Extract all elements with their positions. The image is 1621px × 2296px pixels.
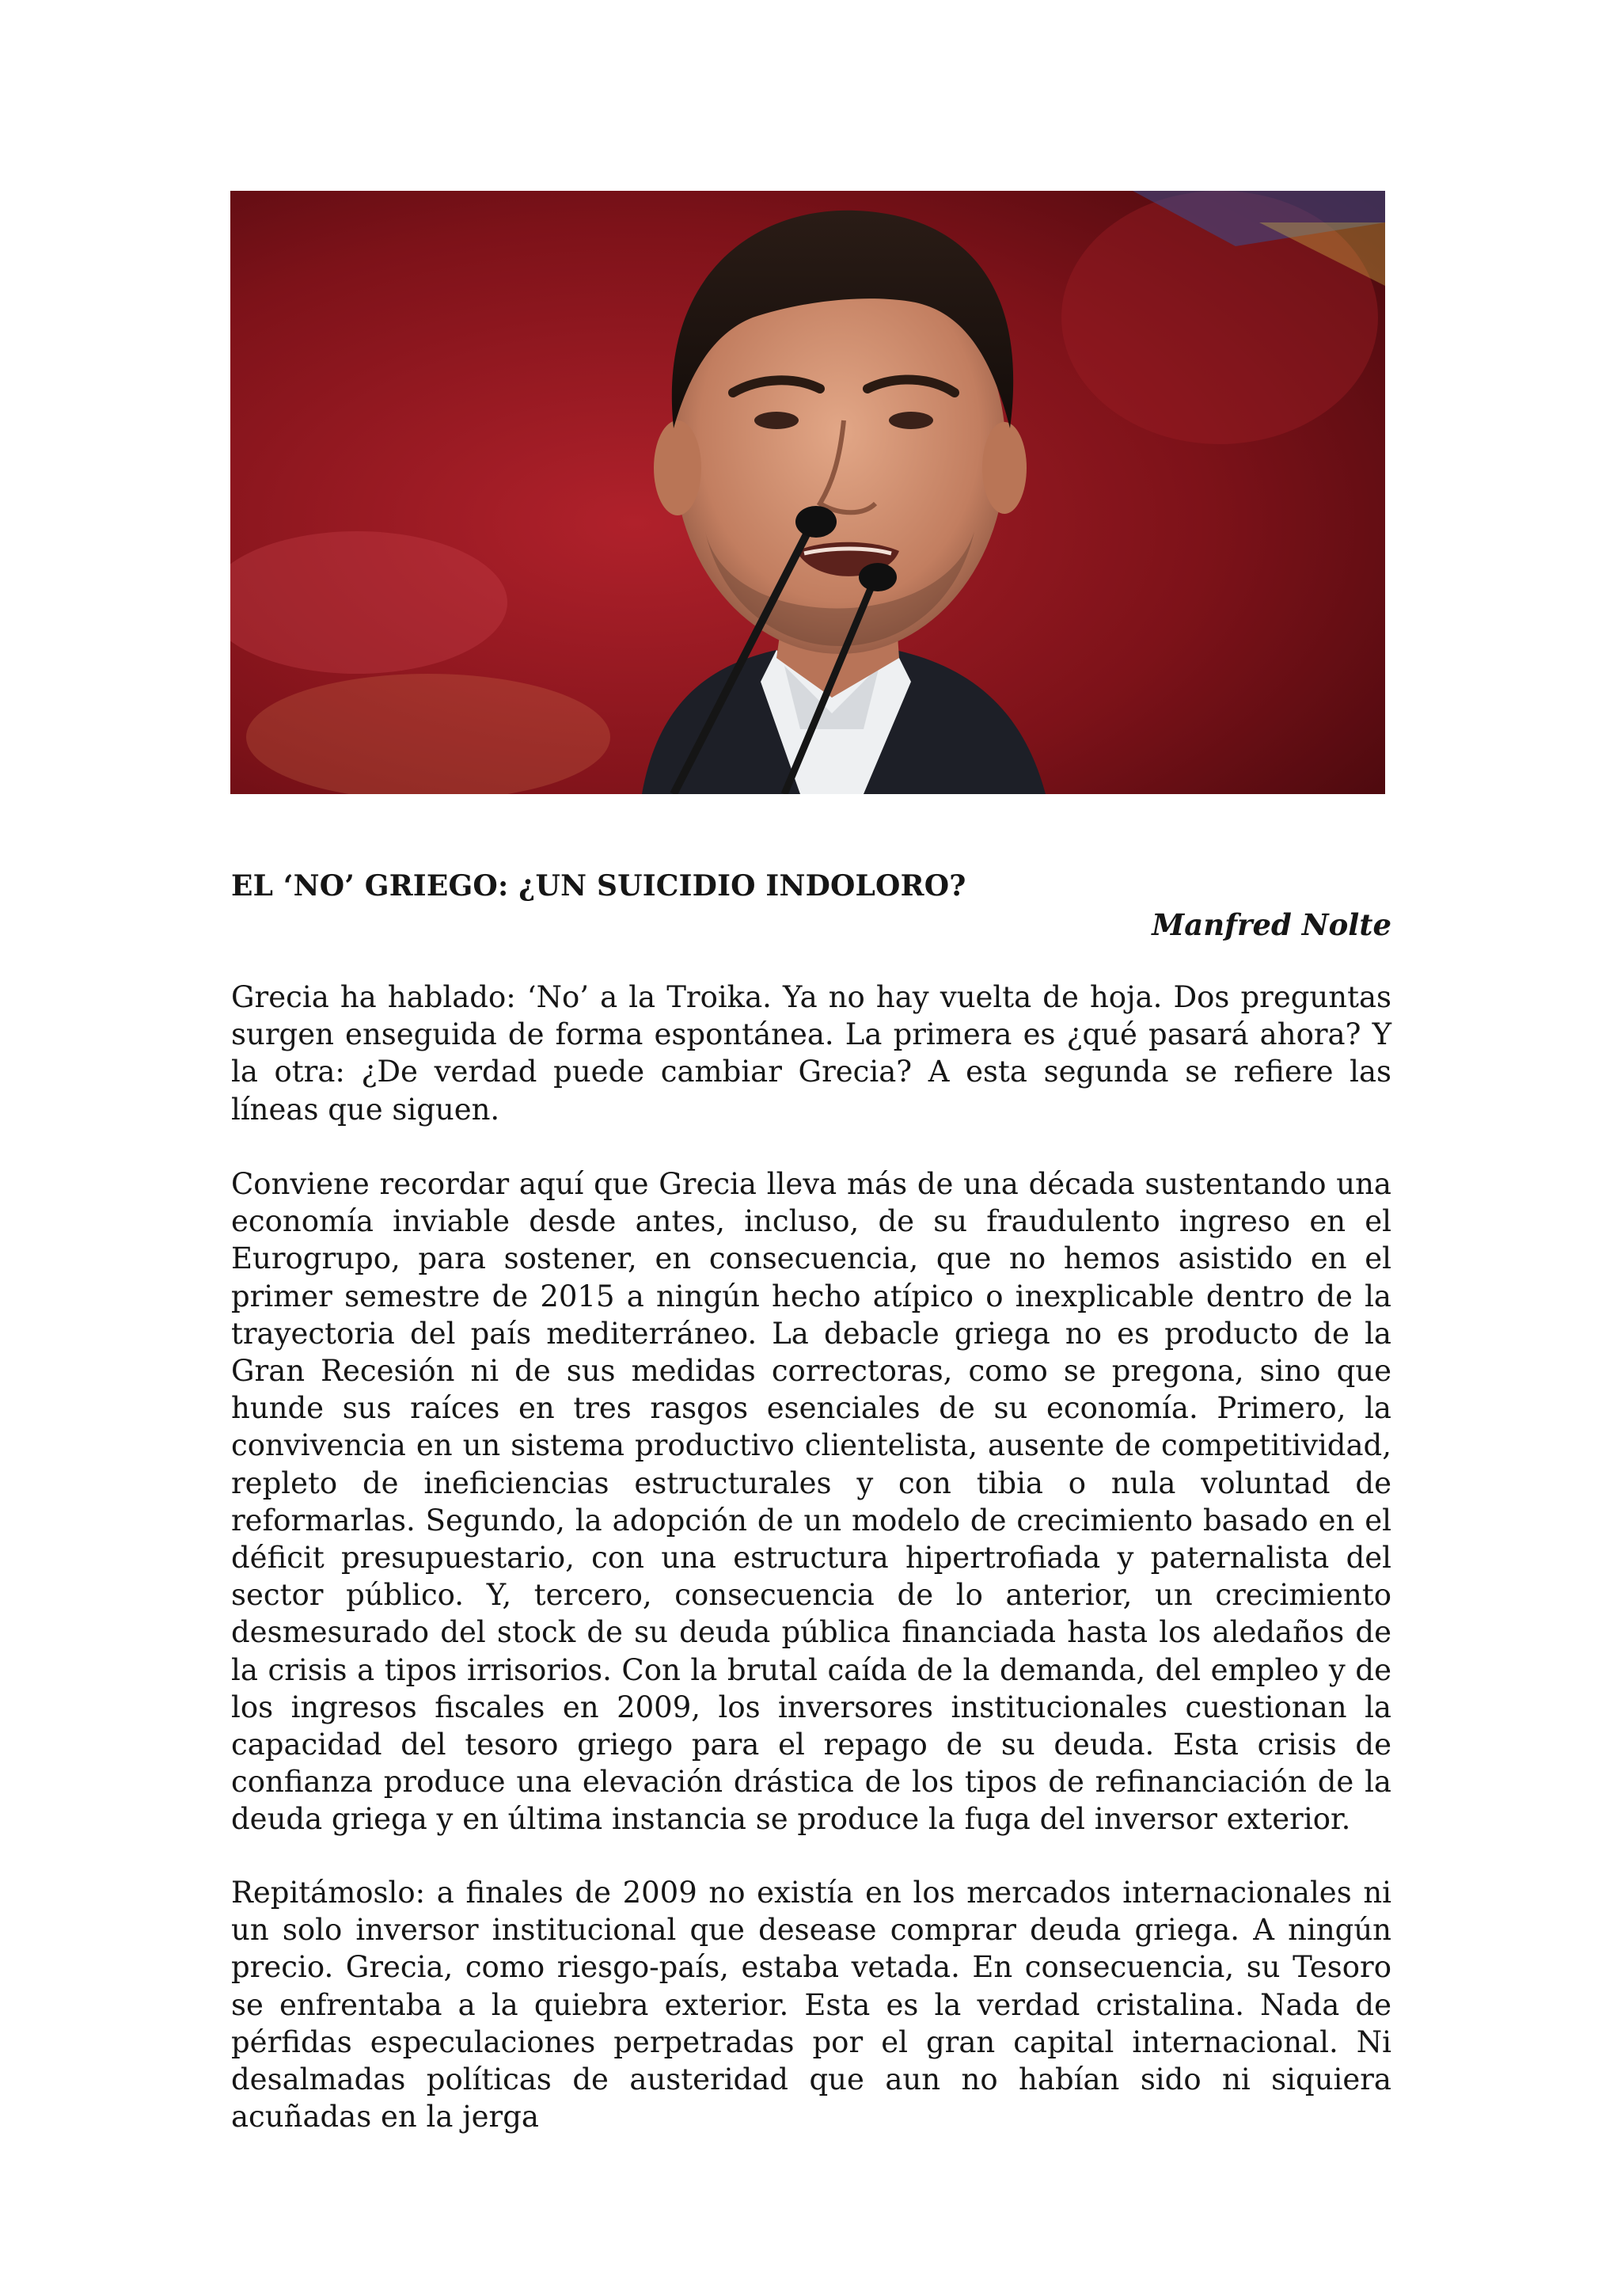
- article-title: EL ‘NO’ GRIEGO: ¿UN SUICIDIO INDOLORO?: [231, 869, 966, 903]
- article-paragraph-2: Conviene recordar aquí que Grecia lleva más de una década sustentando una economía inviable desde antes, incluso, de su fraudulento ingreso en el Eurogrupo, para sostener, en consecuencia, que no hemos asistido en el primer semestre de 2015 a ningún hecho atípico o inexplicable dentro de la trayectoria del país mediterráneo. La debacle griega no es producto de la Gran Recesión ni de sus medidas correctoras, como se pregona, sino que hunde sus raíces en tres rasgos esenciales de su economía. Primero, la convivencia en un sistema productivo clientelista, ausente de competitividad, repleto de ineficiencias estructurales y con tibia o nula voluntad de reformarlas. Segundo, la adopción de un modelo de crecimiento basado en el déficit presupuestario, con una estructura hipertrofiada y paternalista del sector público. Y, tercero, consecuencia de lo anterior, un crecimiento desmesurado del stock de su deuda pública financiada hasta los aledaños de la crisis a tipos irrisorios. Con la brutal caída de la demanda, del empleo y de los ingresos fiscales en 2009, los inversores institucionales cuestionan la capacidad del tesoro griego para el repago de su deuda. Esta crisis de confianza produce una elevación drástica de los tipos de refinanciación de la deuda griega y en última instancia se produce la fuga del inversor exterior.: [231, 1167, 1391, 1837]
- article-paragraph-1: Grecia ha hablado: ‘No’ a la Troika. Ya no hay vuelta de hoja. Dos preguntas surgen enseguida de forma espontánea. La primera es ¿qué pasará ahora? Y la otra: ¿De verdad puede cambiar Grecia? A esta segunda se refiere las líneas que siguen.: [231, 980, 1391, 1127]
- speaker-photo-illustration: [230, 191, 1385, 794]
- speaker-photo: [230, 191, 1385, 794]
- article-paragraph-3: Repitámoslo: a finales de 2009 no existía en los mercados internacionales ni un solo inversor institucional que desease comprar deuda griega. A ningún precio. Grecia, como riesgo-país, estaba vetada. En consecuencia, su Tesoro se enfrentaba a la quiebra exterior. Esta es la verdad cristalina. Nada de pérfidas especulaciones perpetradas por el gran capital internacional. Ni desalmadas políticas de austeridad que aun no habían sido ni siquiera acuñadas en la jerga: [231, 1876, 1391, 2134]
- article-author: Manfred Nolte: [1152, 907, 1391, 942]
